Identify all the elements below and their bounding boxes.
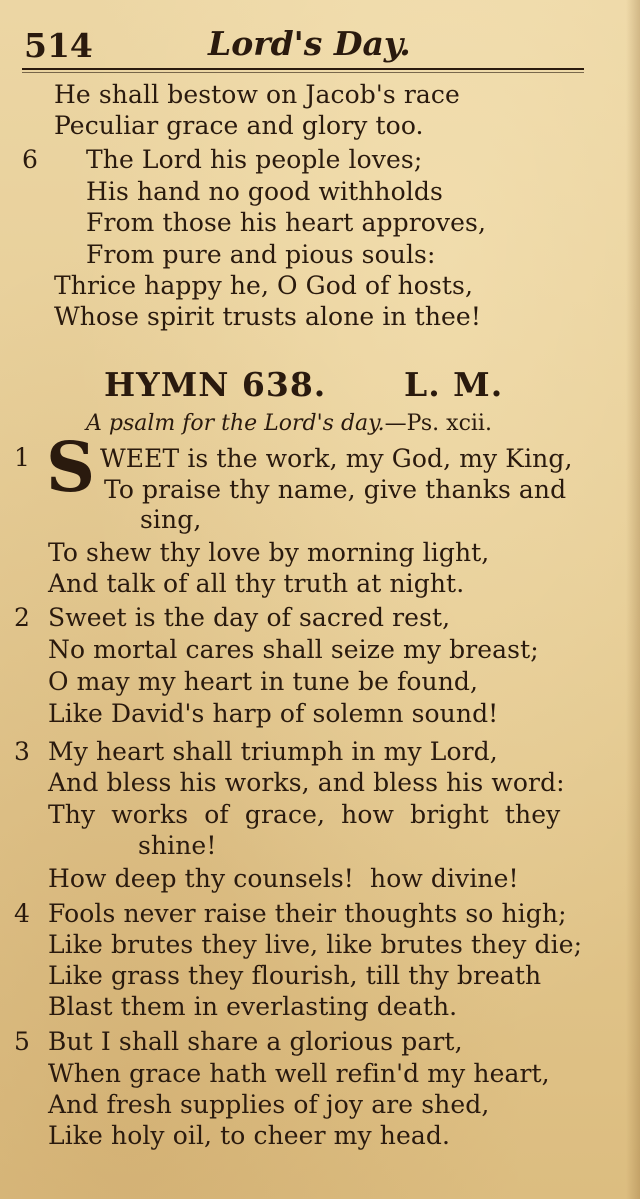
stanza-line: Like grass they flourish, till thy breath xyxy=(48,961,542,990)
stanza-line: Thy works of grace, how bright they xyxy=(48,800,561,829)
stanza-line: To shew thy love by morning light, xyxy=(48,538,490,567)
stanza-line: sing, xyxy=(140,505,202,534)
header-rule xyxy=(22,68,584,70)
stanza-line: And bless his works, and bless his word: xyxy=(48,768,565,797)
scripture-reference: —Ps. xcii. xyxy=(384,411,492,436)
stanza-line: The Lord his people loves; xyxy=(86,145,423,174)
stanza-line: From those his heart approves, xyxy=(86,208,486,237)
stanza-line: Like holy oil, to cheer my head. xyxy=(48,1121,451,1150)
stanza-line: No mortal cares shall seize my breast; xyxy=(48,635,539,664)
stanza-line: WEET is the work, my God, my King, xyxy=(100,444,573,473)
stanza-number: 6 xyxy=(22,145,38,174)
continuation-line: He shall bestow on Jacob's race xyxy=(54,80,460,109)
stanza-line: And talk of all thy truth at night. xyxy=(48,569,465,598)
continuation-line: Peculiar grace and glory too. xyxy=(54,111,424,140)
stanza-line: When grace hath well refin'd my heart, xyxy=(48,1059,550,1088)
hymn-meter: L. M. xyxy=(404,365,504,404)
stanza-line: Sweet is the day of sacred rest, xyxy=(48,603,451,632)
stanza-line: And fresh supplies of joy are shed, xyxy=(48,1090,490,1119)
drop-cap: S xyxy=(46,428,96,508)
stanza-line: But I shall share a glorious part, xyxy=(48,1027,463,1056)
stanza-line: shine! xyxy=(138,831,217,860)
stanza-line: Like David's harp of solemn sound! xyxy=(48,699,499,728)
stanza-line: To praise thy name, give thanks and xyxy=(104,475,567,504)
stanza-number: 1 xyxy=(14,443,30,472)
header-rule-thin xyxy=(22,72,584,73)
stanza-number: 5 xyxy=(14,1027,30,1056)
running-title: Lord's Day. xyxy=(208,24,411,63)
page-number: 514 xyxy=(24,26,93,65)
stanza-number: 2 xyxy=(14,603,30,632)
stanza-line: How deep thy counsels! how divine! xyxy=(48,864,519,893)
subtitle-text: A psalm for the Lord's day. xyxy=(86,411,385,436)
stanza-line: Thrice happy he, O God of hosts, xyxy=(54,271,474,300)
stanza-number: 4 xyxy=(14,899,30,928)
hymn-subtitle xyxy=(86,410,492,438)
stanza-number: 3 xyxy=(14,737,30,766)
stanza-line: Whose spirit trusts alone in thee! xyxy=(54,302,481,331)
stanza-line: Fools never raise their thoughts so high; xyxy=(48,899,567,928)
stanza-line: Like brutes they live, like brutes they die; xyxy=(48,930,583,959)
stanza-line: From pure and pious souls: xyxy=(86,240,436,269)
stanza-line: O may my heart in tune be found, xyxy=(48,667,479,696)
hymn-title: HYMN 638. xyxy=(104,365,327,404)
stanza-line: Blast them in everlasting death. xyxy=(48,992,458,1021)
stanza-line: My heart shall triumph in my Lord, xyxy=(48,737,498,766)
stanza-line: His hand no good withholds xyxy=(86,177,443,206)
